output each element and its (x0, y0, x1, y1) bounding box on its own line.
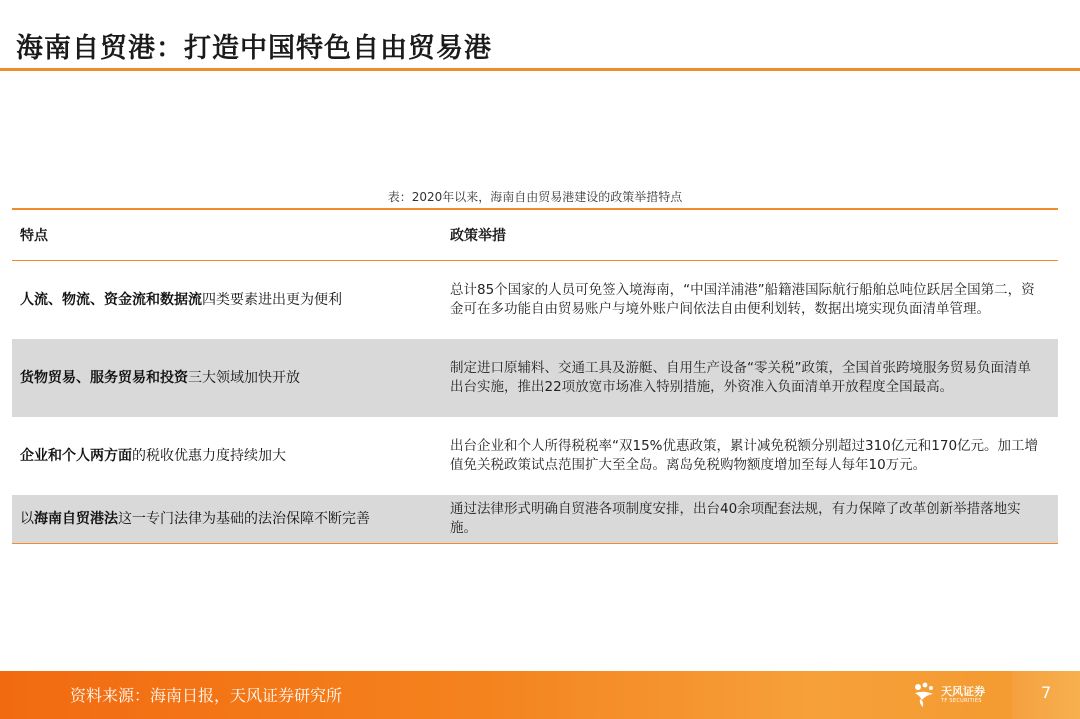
feature-suffix: 四类要素进出更为便利 (202, 291, 342, 308)
feature-bold: 人流、物流、资金流和数据流 (20, 291, 202, 308)
feature-cell (12, 510, 450, 529)
feature-cell (12, 291, 450, 310)
column-header-measures: 政策举措 (450, 228, 506, 244)
company-logo (910, 681, 1000, 709)
tf-logo-icon (910, 681, 938, 709)
table-row (12, 339, 1058, 417)
feature-bold: 海南自贸港法 (34, 510, 118, 527)
table-row (12, 417, 1058, 495)
feature-bold: 货物贸易、服务贸易和投资 (20, 369, 188, 386)
table-row (12, 495, 1058, 544)
feature-suffix: 的税收优惠力度持续加大 (132, 447, 286, 464)
feature-cell (12, 447, 450, 466)
page-number: 7 (1041, 683, 1052, 702)
table-row (12, 261, 1058, 339)
column-header-feature: 特点 (20, 228, 48, 244)
measures-cell: 通过法律形式明确自贸港各项制度安排，出台40余项配套法规，有力保障了改革创新举措落地实施。 (450, 501, 1021, 536)
footer-bar (0, 671, 1080, 719)
page-title: 海南自贸港：打造中国特色自由贸易港 (16, 33, 492, 64)
title-divider (0, 68, 1080, 71)
feature-suffix: 三大领域加快开放 (188, 369, 300, 386)
feature-prefix: 以 (20, 510, 34, 527)
policy-table (12, 208, 1058, 544)
source-note: 资料来源：海南日报，天风证券研究所 (70, 686, 343, 705)
feature-cell (12, 369, 450, 388)
logo-wordmark (941, 686, 985, 705)
feature-suffix: 这一专门法律为基础的法治保障不断完善 (118, 510, 370, 527)
measures-cell: 制定进口原辅料、交通工具及游艇、自用生产设备“零关税”政策，全国首张跨境服务贸易负面清单出台实施，推出22项放宽市场准入特别措施，外资准入负面清单开放程度全国最高。 (450, 360, 1031, 395)
measures-cell: 出台企业和个人所得税税率“双15%优惠政策，累计减免税额分别超过310亿元和170亿元。加工增值免关税政策试点范围扩大至全岛。离岛免税购物额度增加至每人每年10万元。 (450, 438, 1039, 473)
table-caption: 表：2020年以来，海南自由贸易港建设的政策举措特点 (387, 190, 683, 204)
logo-cn-text: 天风证券 (941, 684, 985, 698)
logo-en-text: TF SECURITIES (941, 697, 982, 704)
measures-cell: 总计85个国家的人员可免签入境海南，“中国洋浦港”船籍港国际航行船舶总吨位跃居全国第二，资金可在多功能自由贸易账户与境外账户间依法自由便利划转，数据出境实现负面清单管理。 (450, 282, 1035, 317)
feature-bold: 企业和个人两方面 (20, 447, 132, 464)
table-header (12, 210, 1058, 261)
